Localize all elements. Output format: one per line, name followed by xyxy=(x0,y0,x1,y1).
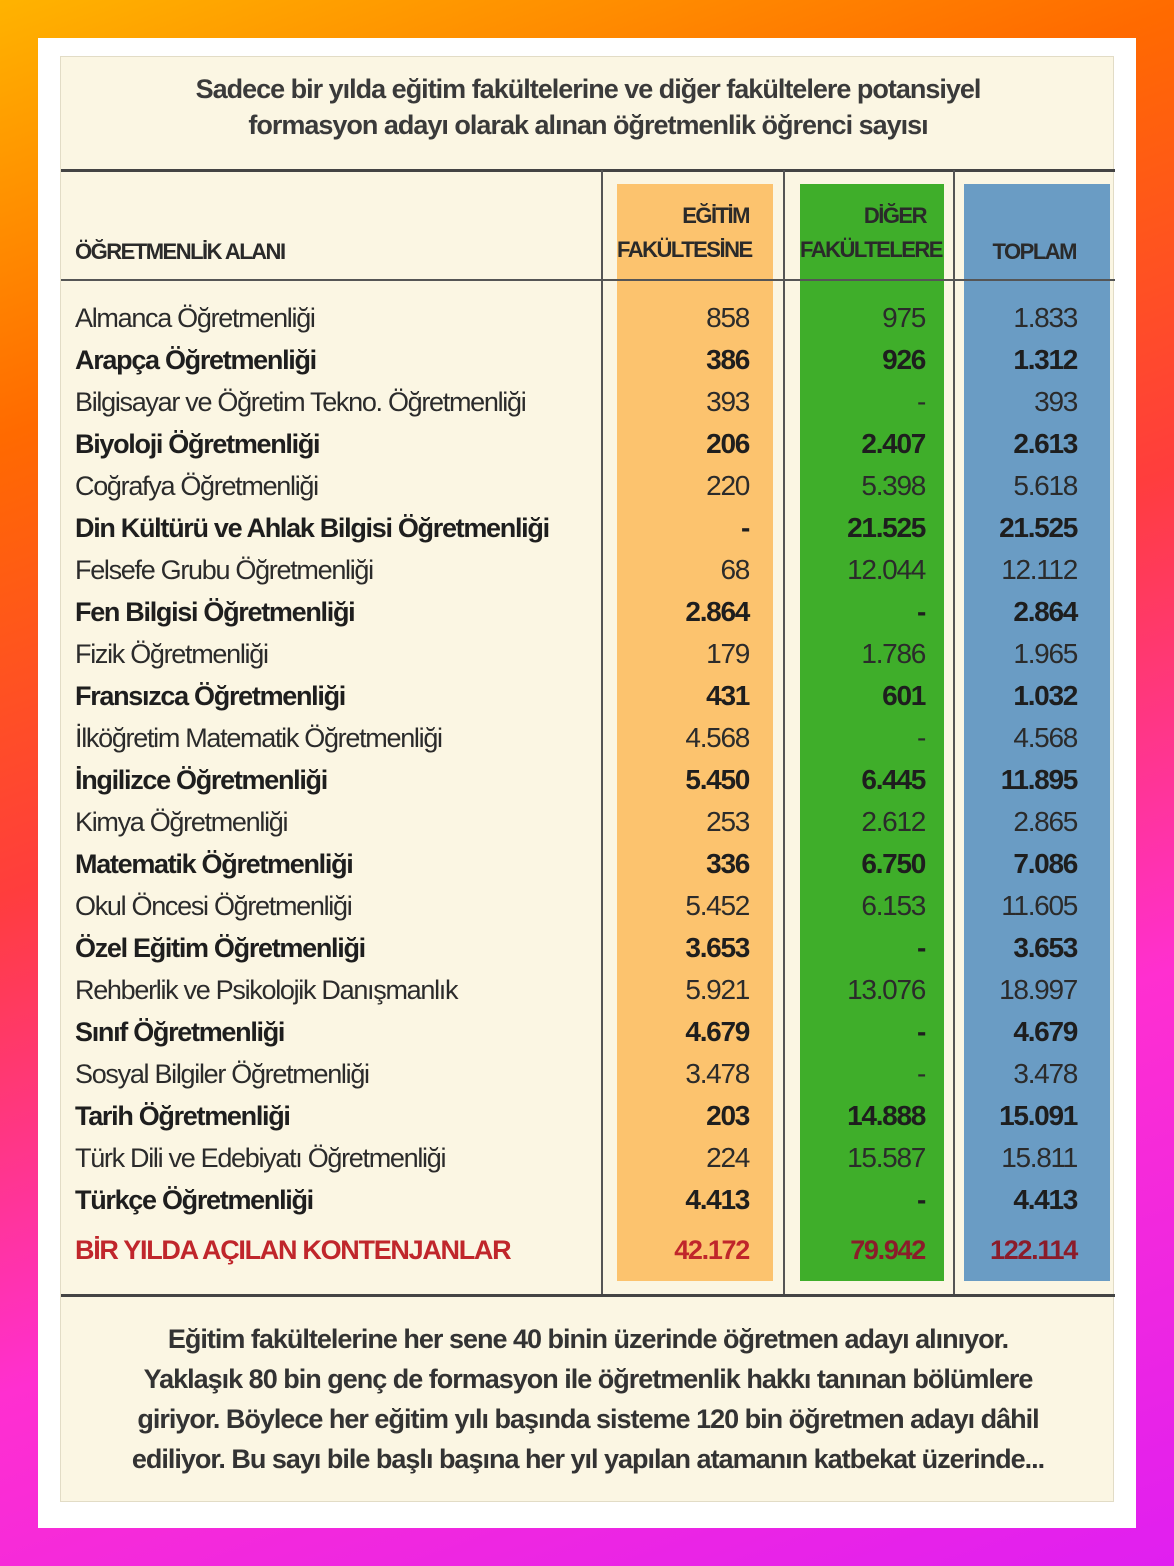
row-diger-value: 975 xyxy=(882,302,925,333)
table-row xyxy=(61,549,1115,591)
row-label: Bilgisayar ve Öğretim Tekno. Öğretmenliği xyxy=(75,387,526,417)
footer-line-3: giriyor. Böylece her eğitim yılı başında sisteme 120 bin öğretmen adayı dâhil xyxy=(137,1404,1039,1434)
row-label: İngilizce Öğretmenliği xyxy=(75,765,327,795)
row-egitim-value: 5.452 xyxy=(685,890,749,921)
row-egitim-value: 68 xyxy=(720,554,749,585)
table-row xyxy=(61,843,1115,885)
row-label: Biyoloji Öğretmenliği xyxy=(75,429,320,459)
row-egitim-value: 203 xyxy=(706,1100,749,1131)
header-diger-line-2: FAKÜLTELERE xyxy=(800,237,942,262)
row-diger-value: 1.786 xyxy=(861,638,925,669)
total-egitim-value: 42.172 xyxy=(674,1235,749,1265)
row-label: Coğrafya Öğretmenliği xyxy=(75,471,318,501)
row-egitim-value: 3.478 xyxy=(685,1058,749,1089)
table-row xyxy=(61,423,1115,465)
page-title xyxy=(61,71,1115,143)
row-diger-value: 6.153 xyxy=(861,890,925,921)
row-label: Sınıf Öğretmenliği xyxy=(75,1017,285,1047)
header-field: ÖĞRETMENLİK ALANI xyxy=(75,239,285,264)
row-label: Okul Öncesi Öğretmenliği xyxy=(75,891,352,921)
table-row xyxy=(61,339,1115,381)
row-toplam-value: 1.032 xyxy=(1013,680,1077,711)
table-row xyxy=(61,591,1115,633)
total-row xyxy=(61,1229,1115,1271)
table-row xyxy=(61,885,1115,927)
table-row xyxy=(61,675,1115,717)
row-egitim-value: 858 xyxy=(706,302,749,333)
table-row xyxy=(61,465,1115,507)
row-toplam-value: 21.525 xyxy=(999,512,1077,543)
row-diger-value: - xyxy=(916,1016,925,1047)
row-toplam-value: 7.086 xyxy=(1013,848,1077,879)
row-toplam-value: 2.865 xyxy=(1013,806,1077,837)
row-toplam-value: 11.605 xyxy=(1001,890,1077,921)
footer-line-2: Yaklaşık 80 bin genç de formasyon ile öğretmenlik hakkı tanınan bölümlere xyxy=(143,1364,1033,1394)
row-egitim-value: 336 xyxy=(706,848,749,879)
title-line-2: formasyon adayı olarak alınan öğretmenlik öğrenci sayısı xyxy=(248,110,928,140)
row-diger-value: 6.750 xyxy=(861,848,925,879)
table-row xyxy=(61,1137,1115,1179)
row-egitim-value: 4.413 xyxy=(685,1184,749,1215)
row-toplam-value: 12.112 xyxy=(1001,554,1077,585)
header-diger xyxy=(800,199,942,267)
row-label: Tarih Öğretmenliği xyxy=(75,1101,290,1131)
row-diger-value: 926 xyxy=(882,344,925,375)
header-diger-line-1: DİĞER xyxy=(863,203,926,228)
header-egitim xyxy=(617,199,752,267)
row-toplam-value: 1.833 xyxy=(1013,302,1077,333)
header-egitim-line-2: FAKÜLTESİNE xyxy=(617,237,752,262)
row-label: Fen Bilgisi Öğretmenliği xyxy=(75,597,355,627)
row-toplam-value: 3.478 xyxy=(1013,1058,1077,1089)
row-diger-value: - xyxy=(916,722,925,753)
table-bottom-divider xyxy=(61,1294,1115,1297)
row-egitim-value: 253 xyxy=(706,806,749,837)
table-row xyxy=(61,1011,1115,1053)
row-egitim-value: 5.921 xyxy=(685,974,749,1005)
row-egitim-value: - xyxy=(740,512,749,543)
row-diger-value: 2.612 xyxy=(861,806,925,837)
row-toplam-value: 5.618 xyxy=(1013,470,1077,501)
footer-line-4: ediliyor. Bu sayı bile başlı başına her yıl yapılan atamanın katbekat üzerinde... xyxy=(131,1444,1045,1474)
row-egitim-value: 206 xyxy=(706,428,749,459)
footer-line-1: Eğitim fakültelerine her sene 40 binin üzerinde öğretmen adayı alınıyor. xyxy=(167,1324,1009,1354)
row-toplam-value: 18.997 xyxy=(999,974,1077,1005)
row-label: Almanca Öğretmenliği xyxy=(75,303,315,333)
title-divider xyxy=(61,169,1115,172)
row-label: Fizik Öğretmenliği xyxy=(75,639,268,669)
row-toplam-value: 15.811 xyxy=(1001,1142,1077,1173)
row-toplam-value: 4.568 xyxy=(1013,722,1077,753)
row-egitim-value: 4.679 xyxy=(685,1016,749,1047)
table-row xyxy=(61,297,1115,339)
row-label: Türkçe Öğretmenliği xyxy=(75,1185,313,1215)
row-egitim-value: 179 xyxy=(706,638,749,669)
row-toplam-value: 1.312 xyxy=(1013,344,1077,375)
table-row xyxy=(61,1179,1115,1221)
table-row xyxy=(61,633,1115,675)
table-row xyxy=(61,759,1115,801)
row-egitim-value: 4.568 xyxy=(685,722,749,753)
row-toplam-value: 4.413 xyxy=(1013,1184,1077,1215)
row-toplam-value: 4.679 xyxy=(1013,1016,1077,1047)
row-diger-value: - xyxy=(916,596,925,627)
row-diger-value: - xyxy=(916,1184,925,1215)
row-label: Din Kültürü ve Ahlak Bilgisi Öğretmenliği xyxy=(75,513,549,543)
table-row xyxy=(61,1095,1115,1137)
row-toplam-value: 1.965 xyxy=(1013,638,1077,669)
row-egitim-value: 393 xyxy=(706,386,749,417)
row-egitim-value: 220 xyxy=(706,470,749,501)
row-label: Kimya Öğretmenliği xyxy=(75,807,288,837)
row-toplam-value: 393 xyxy=(1034,386,1077,417)
white-frame xyxy=(38,38,1136,1528)
header-egitim-line-1: EĞİTİM xyxy=(682,203,749,228)
infographic-panel xyxy=(60,56,1114,1502)
row-diger-value: - xyxy=(916,386,925,417)
row-egitim-value: 386 xyxy=(706,344,749,375)
row-diger-value: 14.888 xyxy=(847,1100,925,1131)
row-diger-value: 21.525 xyxy=(847,512,925,543)
title-line-1: Sadece bir yılda eğitim fakültelerine ve diğer fakültelere potansiyel xyxy=(195,74,981,104)
row-diger-value: 13.076 xyxy=(847,974,925,1005)
row-label: Matematik Öğretmenliği xyxy=(75,849,353,879)
row-label: Arapça Öğretmenliği xyxy=(75,345,316,375)
total-diger-value: 79.942 xyxy=(850,1235,925,1265)
row-egitim-value: 5.450 xyxy=(685,764,749,795)
row-label: Felsefe Grubu Öğretmenliği xyxy=(75,555,373,585)
row-diger-value: 5.398 xyxy=(861,470,925,501)
row-toplam-value: 2.864 xyxy=(1013,596,1077,627)
row-toplam-value: 2.613 xyxy=(1013,428,1077,459)
row-diger-value: - xyxy=(916,932,925,963)
table-row xyxy=(61,801,1115,843)
footer-text xyxy=(91,1319,1085,1479)
table-row xyxy=(61,381,1115,423)
row-egitim-value: 2.864 xyxy=(685,596,749,627)
table-row xyxy=(61,1053,1115,1095)
row-label: Sosyal Bilgiler Öğretmenliği xyxy=(75,1059,369,1089)
row-egitim-value: 224 xyxy=(706,1142,749,1173)
total-toplam-value: 122.114 xyxy=(989,1235,1077,1265)
row-label: Fransızca Öğretmenliği xyxy=(75,681,345,711)
header-toplam: TOPLAM xyxy=(992,239,1076,264)
row-diger-value: 6.445 xyxy=(861,764,925,795)
row-diger-value: - xyxy=(916,1058,925,1089)
row-diger-value: 2.407 xyxy=(861,428,925,459)
row-diger-value: 601 xyxy=(882,680,925,711)
row-label: İlköğretim Matematik Öğretmenliği xyxy=(75,723,442,753)
row-label: Özel Eğitim Öğretmenliği xyxy=(75,933,365,963)
row-label: Türk Dili ve Edebiyatı Öğretmenliği xyxy=(75,1143,446,1173)
table-row xyxy=(61,717,1115,759)
table-row xyxy=(61,927,1115,969)
header-divider xyxy=(61,279,1115,281)
row-egitim-value: 3.653 xyxy=(685,932,749,963)
row-diger-value: 15.587 xyxy=(847,1142,925,1173)
row-egitim-value: 431 xyxy=(706,680,749,711)
row-toplam-value: 15.091 xyxy=(999,1100,1077,1131)
row-diger-value: 12.044 xyxy=(847,554,925,585)
row-toplam-value: 11.895 xyxy=(1000,764,1077,795)
row-toplam-value: 3.653 xyxy=(1013,932,1077,963)
table-row xyxy=(61,507,1115,549)
table-row xyxy=(61,969,1115,1011)
total-label: BİR YILDA AÇILAN KONTENJANLAR xyxy=(75,1235,511,1265)
row-label: Rehberlik ve Psikolojik Danışmanlık xyxy=(75,975,458,1005)
